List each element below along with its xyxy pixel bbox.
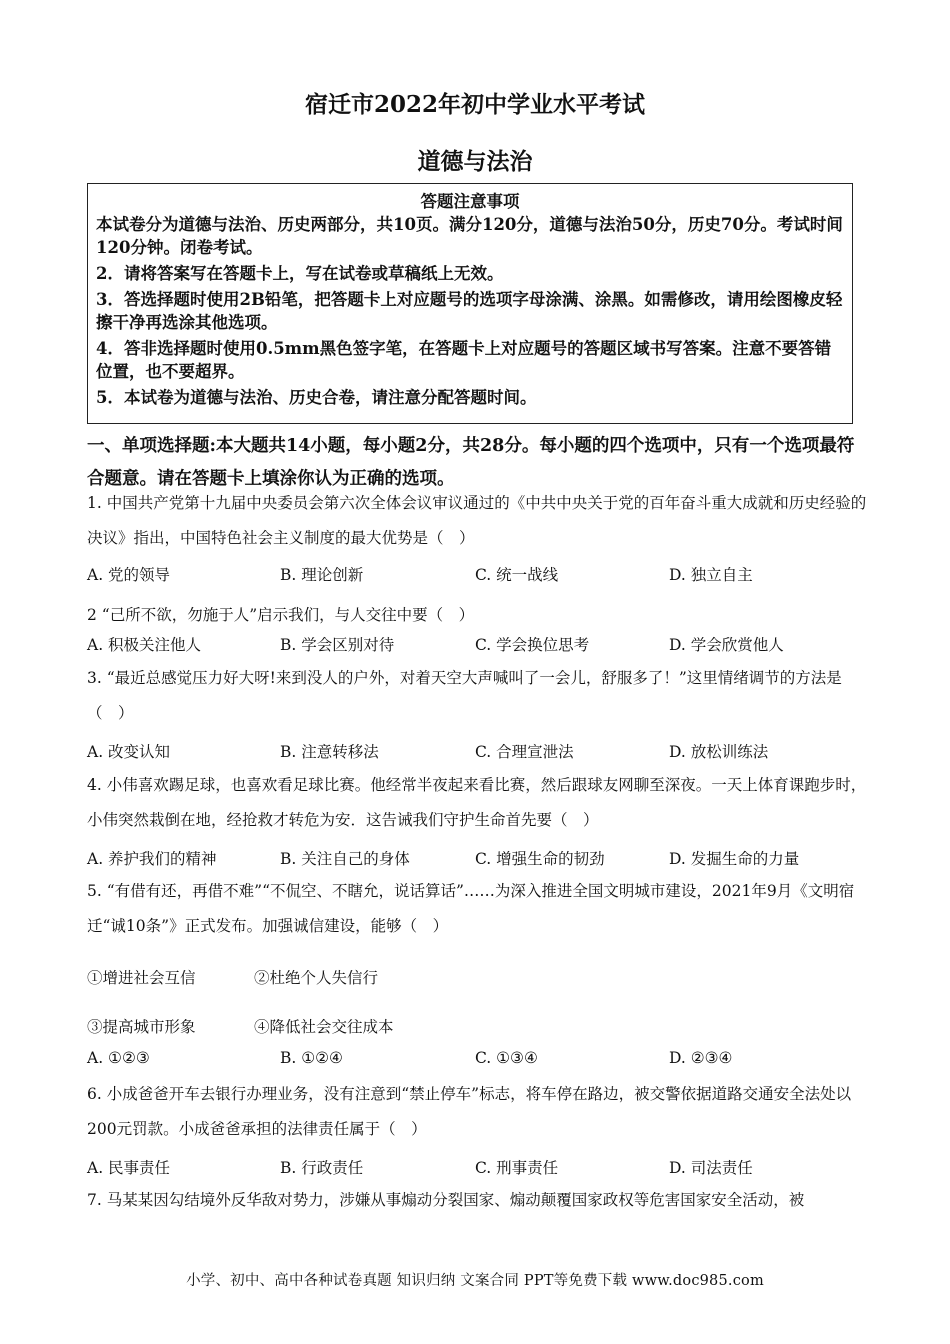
question-stem: 6. 小成爸爸开车去银行办理业务，没有注意到“禁止停车”标志，将车停在路边，被交警依据道路交通安全法处以200元罚款。小成爸爸承担的法律责任属于（ ） (87, 1085, 852, 1138)
page-footer: 小学、初中、高中各种试卷真题 知识归纳 文案合同 PPT等免费下载 www.doc985.com (186, 1273, 764, 1289)
option: C. ①③④ (475, 1049, 538, 1067)
question-stem: 2 “己所不欲，勿施于人”启示我们，与人交往中要（ ） (87, 606, 475, 624)
option-row (87, 563, 877, 587)
notice-item: 3．答选择题时使用2B铅笔，把答题卡上对应题号的选项字母涂满、涂黑。如需修改，请用绘图橡皮轻擦干净再选涂其他选项。 (96, 290, 843, 332)
option-row (87, 740, 877, 764)
subject-title: 道德与法治 (417, 148, 533, 175)
option: D. 放松训练法 (669, 743, 769, 761)
option: B. 理论创新 (280, 566, 364, 584)
option: B. 关注自己的身体 (280, 850, 410, 868)
option: C. 统一战线 (475, 566, 559, 584)
notice-box (87, 183, 853, 424)
question-stem: 3. “最近总感觉压力好大呀!来到没人的户外，对着天空大声喊叫了一会儿，舒服多了！”这里情绪调节的方法是（ ） (87, 669, 842, 722)
option: A. 养护我们的精神 (87, 850, 217, 868)
exam-title: 宿迁市2022年初中学业水平考试 (304, 91, 645, 118)
section-heading: 一、单项选择题:本大题共14小题，每小题2分，共28分。每小题的四个选项中，只有一个选项最符合题意。请在答题卡上填涂你认为正确的选项。 (87, 436, 855, 489)
option: D. ②③④ (669, 1049, 733, 1067)
option: D. 独立自主 (669, 566, 753, 584)
option-row (87, 1049, 877, 1073)
option-row (87, 633, 877, 657)
option: B. 注意转移法 (280, 743, 379, 761)
question-stem: 1. 中国共产党第十九届中央委员会第六次全体会议审议通过的《中共中央关于党的百年奋斗重大成就和历史经验的决议》指出，中国特色社会主义制度的最大优势是（ ） (87, 494, 867, 547)
notice-item: 4．答非选择题时使用0.5mm黑色签字笔，在答题卡上对应题号的答题区域书写答案。注意不要答错位置，也不要超界。 (96, 339, 832, 381)
notice-heading: 答题注意事项 (420, 192, 520, 211)
notice-item: 5．本试卷为道德与法治、历史合卷，请注意分配答题时间。 (96, 388, 537, 407)
sub-option: ①增进社会互信 (87, 969, 196, 987)
option: C. 合理宣泄法 (475, 743, 574, 761)
notice-item: 本试卷分为道德与法治、历史两部分，共10页。满分120分，道德与法治50分，历史70分。考试时间120分钟。闭卷考试。 (96, 215, 843, 257)
sub-option: ③提高城市形象 (87, 1018, 196, 1036)
question-stem: 4. 小伟喜欢踢足球，也喜欢看足球比赛。他经常半夜起来看比赛，然后跟球友网聊至深夜。一天上体育课跑步时，小伟突然栽倒在地，经抢救才转危为安．这告诫我们守护生命首先要（ ） (87, 776, 867, 829)
option-row (87, 1156, 877, 1180)
option: A. 党的领导 (87, 566, 171, 584)
sub-option: ②杜绝个人失信行 (254, 969, 379, 987)
option: B. 学会区别对待 (280, 636, 395, 654)
option: A. 积极关注他人 (87, 636, 202, 654)
option: D. 司法责任 (669, 1159, 753, 1177)
notice-item: 2．请将答案写在答题卡上，写在试卷或草稿纸上无效。 (96, 264, 504, 283)
option: D. 发掘生命的力量 (669, 850, 800, 868)
option-row (87, 847, 877, 871)
question-stem: 7. 马某某因勾结境外反华敌对势力，涉嫌从事煽动分裂国家、煽动颠覆国家政权等危害国家安全活动，被 (87, 1191, 805, 1209)
option: A. 改变认知 (87, 743, 171, 761)
option: B. ①②④ (280, 1049, 343, 1067)
question-stem: 5. “有借有还，再借不难”“不侃空、不瞎允，说话算话”……为深入推进全国文明城市建设，2021年9月《文明宿迁“诚10条”》正式发布。加强诚信建设，能够（ ） (87, 882, 855, 935)
option: C. 刑事责任 (475, 1159, 559, 1177)
option: A. ①②③ (87, 1049, 150, 1067)
sub-option: ④降低社会交往成本 (254, 1018, 394, 1036)
option: C. 增强生命的韧劲 (475, 850, 605, 868)
option: D. 学会欣赏他人 (669, 636, 784, 654)
option: C. 学会换位思考 (475, 636, 590, 654)
option: B. 行政责任 (280, 1159, 364, 1177)
option: A. 民事责任 (87, 1159, 171, 1177)
